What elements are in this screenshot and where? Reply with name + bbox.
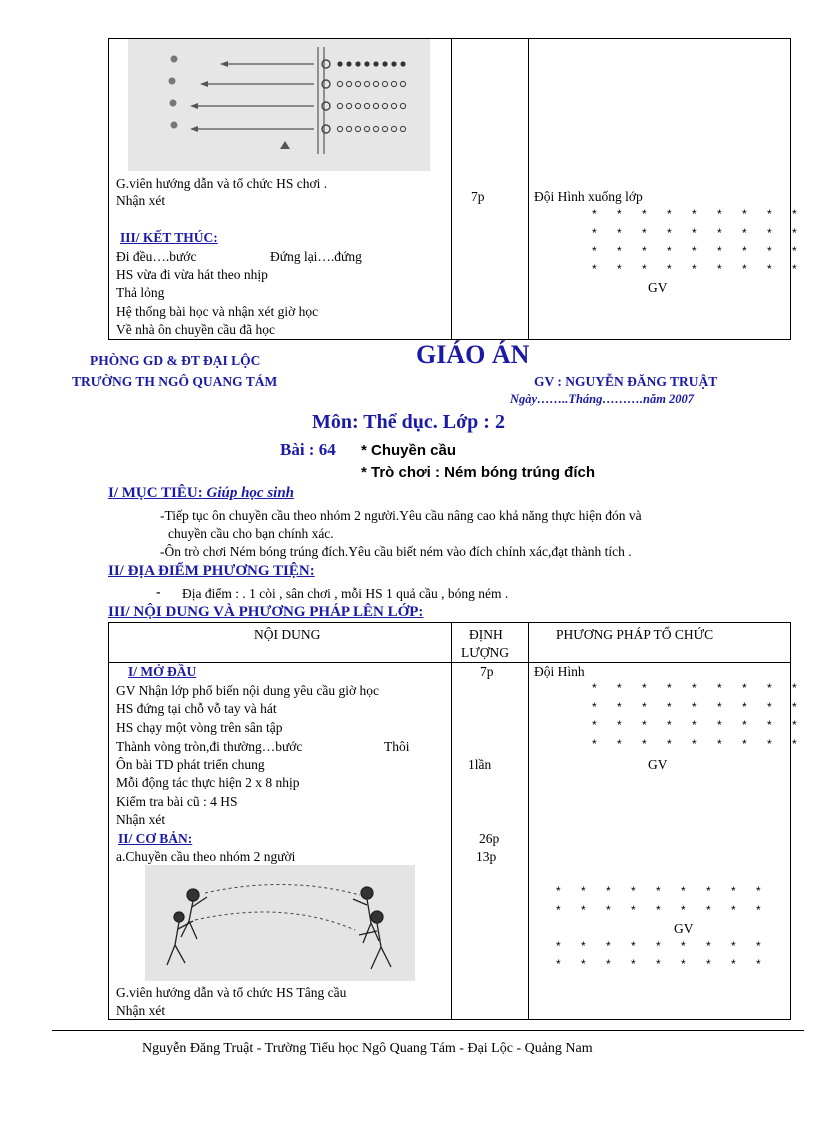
intro-line-4: Mỗi động tác thực hiện 2 x 8 nhịp (116, 775, 300, 790)
objective-line-2: chuyền cầu cho bạn chính xác. (168, 526, 334, 541)
intro-circle-b: Thôi (384, 739, 410, 754)
conclusion-line-1: HS vừa đi vừa hát theo nhịp (116, 267, 268, 282)
dismiss-stars-row-4: * * * * * * * * * (592, 262, 806, 276)
conclusion-line-4: Về nhà ôn chuyền cầu đã học (116, 322, 275, 337)
basic-stars-row-1: * * * * * * * * * (556, 884, 770, 898)
intro-stars-row-4: * * * * * * * * * (592, 737, 806, 751)
objectives-title-text: I/ MỤC TIÊU: (108, 485, 203, 501)
col-header-quantity-2: LƯỢNG (461, 645, 509, 660)
game-instruction-line: G.viên hướng dẫn và tổ chức HS chơi . (116, 176, 328, 191)
intro-warmup: Ôn bài TD phát triển chung (116, 757, 265, 772)
location-title: II/ ĐỊA ĐIỂM PHƯƠNG TIỆN: (108, 563, 315, 579)
intro-line-1: GV Nhận lớp phổ biến nội dung yêu cầu giờ học (116, 683, 379, 698)
objectives-title (108, 485, 294, 502)
basic-stars-row-4: * * * * * * * * * (556, 957, 770, 971)
game-diagram-image (128, 39, 430, 171)
col-header-method: PHƯƠNG PHÁP TỔ CHỨC (556, 627, 714, 642)
basic-time: 26p (479, 831, 500, 846)
top-table-col-divider-2 (528, 38, 529, 340)
intro-formation-label: Đội Hình (534, 664, 585, 679)
dismiss-formation-label: Đội Hình xuống lớp (534, 189, 643, 204)
dismiss-stars-row-3: * * * * * * * * * (592, 244, 806, 258)
intro-time: 7p (480, 664, 494, 679)
col-header-quantity-1: ĐỊNH (469, 627, 503, 642)
objective-line-1: -Tiếp tục ôn chuyền cầu theo nhóm 2 người.Yêu cầu nâng cao khả năng thực hiện đón và (160, 508, 642, 523)
top-table-col-divider-1 (451, 38, 452, 340)
objective-line-3: -Ôn trò chơi Ném bóng trúng đích.Yêu cầu biết ném vào đích chính xác,đạt thành tích . (160, 544, 632, 559)
shuttlecock-game-image (145, 865, 415, 981)
dismiss-stars-row-2: * * * * * * * * * (592, 226, 806, 240)
basic-end-line-2: Nhận xét (116, 1003, 166, 1018)
game-time: 7p (471, 189, 485, 204)
content-table-col-divider-1 (451, 622, 452, 1020)
lesson-number: Bài : 64 (280, 440, 336, 459)
intro-stars-row-1: * * * * * * * * * (592, 681, 806, 695)
footer-text: Nguyễn Đăng Truật - Trường Tiểu học Ngô Quang Tám - Đại Lộc - Quảng Nam (142, 1041, 593, 1056)
lesson-topic-2: * Trò chơi : Ném bóng trúng đích (361, 464, 595, 481)
conclusion-line-2: Thả lỏng (116, 285, 165, 300)
basic-title: II/ CƠ BẢN: (118, 831, 193, 846)
basic-stars-row-2: * * * * * * * * * (556, 903, 770, 917)
intro-stars-row-2: * * * * * * * * * (592, 700, 806, 714)
col-header-content: NỘI DUNG (254, 627, 321, 642)
basic-end-line-1: G.viên hướng dẫn và tổ chức HS Tâng cầu (116, 985, 347, 1000)
location-bullet: - (156, 584, 161, 599)
intro-warmup-time: 1lần (468, 757, 492, 772)
intro-circle-a: Thành vòng tròn,đi thường…bước (116, 739, 303, 754)
conclusion-march-a: Đi đều….bước (116, 249, 197, 264)
location-text: Địa điểm : . 1 còi , sân chơi , mỗi HS 1 quả cầu , bóng ném . (182, 586, 509, 601)
lesson-date: Ngày……..Tháng……….năm 2007 (510, 392, 695, 406)
conclusion-march-b: Đứng lại….đứng (270, 249, 362, 264)
content-table-col-divider-2 (528, 622, 529, 1020)
intro-line-3: HS chạy một vòng trên sân tập (116, 720, 283, 735)
dismiss-stars-row-1: * * * * * * * * * (592, 207, 806, 221)
basic-gv-label: GV (674, 921, 694, 936)
page-title: GIÁO ÁN (416, 340, 530, 369)
basic-stars-row-3: * * * * * * * * * (556, 939, 770, 953)
basic-item-a: a.Chuyền cầu theo nhóm 2 người (116, 849, 296, 864)
intro-stars-row-3: * * * * * * * * * (592, 718, 806, 732)
intro-title: I/ MỞ ĐẦU (128, 664, 197, 679)
conclusion-line-3: Hệ thống bài học và nhận xét giờ học (116, 304, 319, 319)
content-title: III/ NỘI DUNG VÀ PHƯƠNG PHÁP LÊN LỚP: (108, 604, 424, 620)
intro-gv-label: GV (648, 757, 668, 772)
section-conclusion-title: III/ KẾT THÚC: (120, 230, 218, 245)
intro-line-6: Nhận xét (116, 812, 166, 827)
department-name: PHÒNG GD & ĐT ĐẠI LỘC (90, 353, 261, 368)
dismiss-gv-label: GV (648, 280, 668, 295)
subject-grade: Môn: Thể dục. Lớp : 2 (312, 411, 505, 433)
lesson-topic-1: * Chuyền cầu (361, 442, 457, 459)
basic-item-a-time: 13p (476, 849, 497, 864)
intro-line-2: HS đứng tại chỗ vỗ tay và hát (116, 701, 277, 716)
footer-rule (52, 1030, 804, 1031)
teacher-name: GV : NGUYỄN ĐĂNG TRUẬT (534, 374, 718, 389)
objectives-title-suffix: Giúp học sinh (206, 485, 295, 501)
intro-line-5: Kiểm tra bài cũ : 4 HS (116, 794, 238, 809)
game-review-line: Nhận xét (116, 193, 166, 208)
school-name: TRƯỜNG TH NGÔ QUANG TÁM (72, 374, 278, 389)
content-table-header-divider (108, 662, 791, 663)
